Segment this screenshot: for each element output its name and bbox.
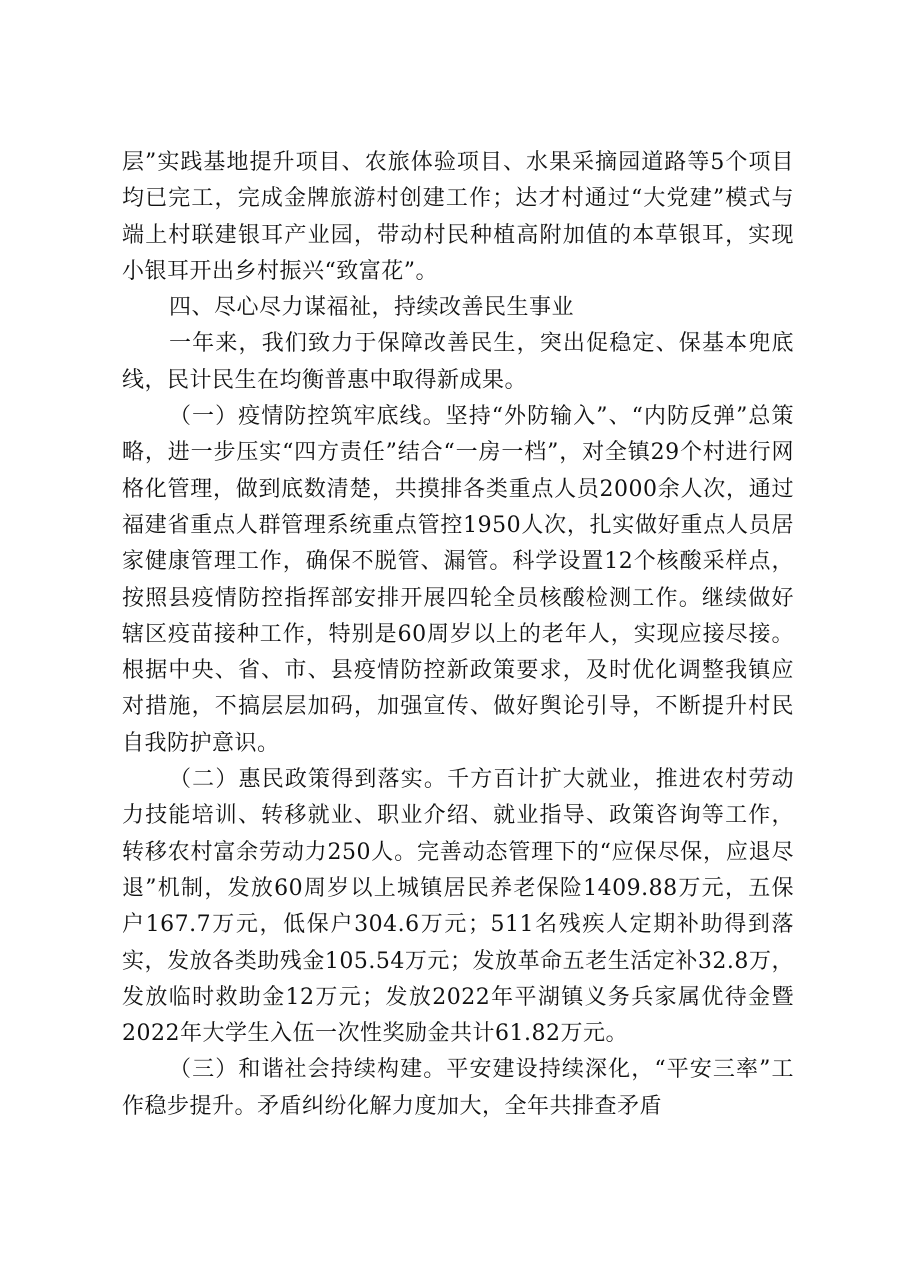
paragraph-rural-tourism-projects: 层”实践基地提升项目、农旅体验项目、水果采摘园道路等5个项目均已完工，完成金牌旅游村创建工作；达才村通过“大党建”模式与端上村联建银耳产业园，带动村民种植高附加值的本草银耳，实现小银耳开出乡村振兴“致富花”。 (122, 150, 794, 284)
paragraph-harmonious-society: （三）和谐社会持续构建。平安建设持续深化，“平安三率”工作稳步提升。矛盾纠纷化解力度加大，全年共排查矛盾 (122, 1057, 794, 1119)
section-heading-livelihood: 四、尽心尽力谋福祉，持续改善民生事业 (169, 295, 575, 321)
paragraph-livelihood-intro: 一年来，我们致力于保障改善民生，突出促稳定、保基本兜底线，民计民生在均衡普惠中取得新成果。 (122, 331, 794, 393)
paragraph-welfare-policies: （二）惠民政策得到落实。千方百计扩大就业，推进农村劳动力技能培训、转移就业、职业介绍、就业指导、政策咨询等工作，转移农村富余劳动力250人。完善动态管理下的“应保尽保，应退尽退”机制，发放60周岁以上城镇居民养老保险1409.88万元，五保户167.7万元，低保户304.6万元；511名残疾人定期补助得到落实，发放各类助残金105.54万元；发放革命五老生活定补32.8万，发放临时救助金12万元；发放2022年平湖镇义务兵家属优待金暨2022年大学生入伍一次性奖励金共计61.82万元。 (122, 767, 794, 1047)
paragraph-epidemic-prevention: （一）疫情防控筑牢底线。坚持“外防输入”、“内防反弹”总策略，进一步压实“四方责任”结合“一房一档”，对全镇29个村进行网格化管理，做到底数清楚，共摸排各类重点人员2000余人次，通过福建省重点人群管理系统重点管控1950人次，扎实做好重点人员居家健康管理工作，确保不脱管、漏管。科学设置12个核酸采样点，按照县疫情防控指挥部安排开展四轮全员核酸检测工作。继续做好辖区疫苗接种工作，特别是60周岁以上的老年人，实现应接尽接。根据中央、省、市、县疫情防控新政策要求，及时优化调整我镇应对措施，不搞层层加码，加强宣传、做好舆论引导，不断提升村民自我防护意识。 (122, 404, 794, 756)
document-body (122, 145, 794, 1125)
